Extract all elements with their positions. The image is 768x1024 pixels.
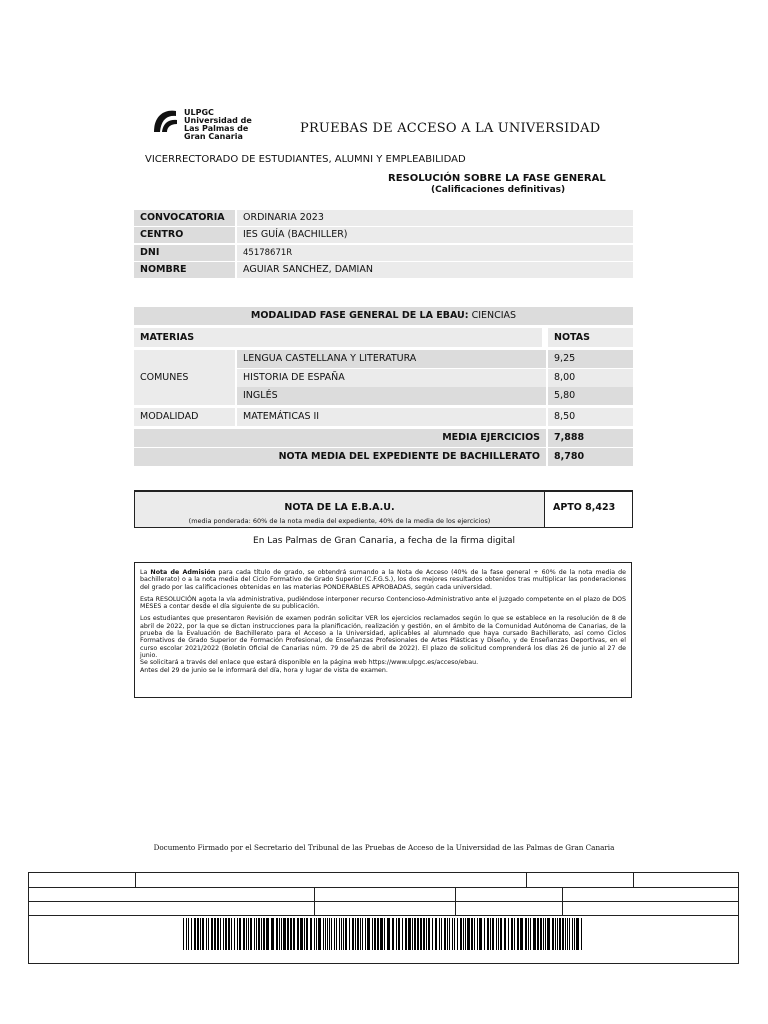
place-date: En Las Palmas de Gran Canaria, a fecha de la firma digital bbox=[253, 536, 515, 546]
subject-row bbox=[134, 387, 633, 405]
student-value: IES GUÍA (BACHILLER) bbox=[237, 227, 633, 243]
subject-grade: 8,50 bbox=[548, 408, 633, 426]
subject-row bbox=[134, 408, 633, 426]
subject-name: LENGUA CASTELLANA Y LITERATURA bbox=[237, 350, 546, 368]
note-admision-bold: Nota de Admisión bbox=[150, 569, 216, 576]
media-ejercicios-row bbox=[134, 429, 633, 447]
note-admision: La Nota de Admisión para cada título de grado, se obtendrá sumando a la Nota de Acceso (40% de la fase general + 60% de la nota media de bachillerato) o a la nota media del Ciclo Formativo de Grado Superior (C.F.G.S.), los dos mejores resultados obtenidos tras multiplicar las ponderaciones del grado por las calificaciones obtenidas en las materias PONDERABLES APROBADAS, según cada universidad. bbox=[140, 569, 627, 591]
subject-name: INGLÉS bbox=[237, 387, 546, 405]
grades-column-headers bbox=[134, 328, 633, 347]
resolution-title: RESOLUCIÓN SOBRE LA FASE GENERAL bbox=[388, 173, 606, 184]
media-label: MEDIA EJERCICIOS bbox=[134, 429, 546, 447]
ebau-title: NOTA DE LA E.B.A.U. bbox=[284, 502, 395, 513]
student-row bbox=[134, 227, 633, 243]
note-recurso: Esta RESOLUCIÓN agota la vía administrativa, pudiéndose interponer recurso Contencioso-Administrativo ante el juzgado competente en el plazo de DOS MESES a contar desde el día siguiente de su publicación. bbox=[140, 595, 626, 611]
subject-name: MATEMÁTICAS II bbox=[237, 408, 546, 426]
barcode-image bbox=[183, 918, 585, 950]
verification-table bbox=[28, 872, 739, 964]
ebau-box bbox=[134, 490, 633, 528]
logo-text-line3: Las Palmas de bbox=[184, 124, 249, 133]
student-row bbox=[134, 210, 633, 226]
ebau-subtitle: (media ponderada: 60% de la nota media del expediente, 40% de la media de los ejercicios) bbox=[188, 517, 491, 525]
barcode-icon bbox=[183, 918, 585, 950]
subject-row bbox=[134, 369, 633, 387]
divider bbox=[455, 887, 456, 915]
modalidad-header bbox=[134, 307, 633, 325]
divider bbox=[314, 887, 315, 915]
subject-name: HISTORIA DE ESPAÑA bbox=[237, 369, 546, 387]
student-value: AGUIAR SANCHEZ, DAMIAN bbox=[237, 262, 633, 278]
logo-text-line2: Universidad de bbox=[184, 116, 252, 125]
divider bbox=[29, 887, 738, 888]
page-title: PRUEBAS DE ACCESO A LA UNIVERSIDAD bbox=[300, 121, 601, 136]
subject-grade: 9,25 bbox=[548, 350, 633, 368]
department-name: VICERRECTORADO DE ESTUDIANTES, ALUMNI Y EMPLEABILIDAD bbox=[145, 154, 466, 165]
divider bbox=[633, 873, 634, 887]
group-comunes: COMUNES bbox=[134, 350, 235, 405]
divider bbox=[135, 873, 136, 887]
expediente-value: 8,780 bbox=[548, 448, 633, 466]
student-row bbox=[134, 245, 633, 261]
media-value: 7,888 bbox=[548, 429, 633, 447]
divider bbox=[526, 873, 527, 887]
col-notas: NOTAS bbox=[548, 328, 633, 347]
divider bbox=[29, 901, 738, 902]
divider bbox=[562, 887, 563, 915]
note-revision: Los estudiantes que presentaron Revisión de examen podrán solicitar VER los ejercicios reclamados según lo que se establece en la resolución de 8 de abril de 2022, por la que se dictan instrucciones para la planificación, realización y gestión, en el ámbito de la Comunidad Autónoma de Canarias, de la prueba de la Evaluación de Bachillerato para el Acceso a la Universidad, aplicables al alumnado que haya cursado Bachillerato, así como Ciclos Formativos de Grado Superior de Formación Profesional, de Enseñanzas Profesionales de Artes Plásticas y Diseño, y de Enseñanzas Deportivas, en el curso escolar 2021/2022 (Boletín Oficial de Canarias núm. 79 de 25 de abril de 2022). El plazo de solicitud comprenderá los días 26 de junio al 27 de junio. bbox=[140, 615, 626, 659]
subject-grade: 5,80 bbox=[548, 387, 633, 405]
student-label: CENTRO bbox=[134, 227, 235, 243]
student-label: DNI bbox=[134, 245, 235, 261]
subject-grade: 8,00 bbox=[548, 369, 633, 387]
resolution-subtitle: (Calificaciones definitivas) bbox=[431, 185, 566, 195]
ebau-title-cell bbox=[135, 492, 545, 527]
student-value: 45178671R bbox=[237, 245, 633, 261]
divider bbox=[29, 915, 738, 916]
student-label: CONVOCATORIA bbox=[134, 210, 235, 226]
note-vista: Antes del 29 de junio se le informará del día, hora y lugar de vista de examen. bbox=[140, 666, 388, 674]
expediente-label: NOTA MEDIA DEL EXPEDIENTE DE BACHILLERATO bbox=[134, 448, 546, 466]
group-modalidad: MODALIDAD bbox=[134, 408, 235, 426]
subject-row bbox=[134, 350, 633, 368]
student-value: ORDINARIA 2023 bbox=[237, 210, 633, 226]
logo-text-ulpgc: ULPGC bbox=[184, 108, 214, 117]
university-logo bbox=[146, 100, 256, 150]
student-row bbox=[134, 262, 633, 278]
student-label: NOMBRE bbox=[134, 262, 235, 278]
modalidad-value: CIENCIAS bbox=[471, 310, 517, 321]
modalidad-label: MODALIDAD FASE GENERAL DE LA EBAU: bbox=[250, 310, 469, 321]
ebau-result: APTO 8,423 bbox=[553, 502, 616, 513]
notes-box bbox=[134, 562, 632, 698]
logo-text-line4: Gran Canaria bbox=[184, 132, 243, 141]
note-enlace: Se solicitará a través del enlace que estará disponible en la página web https://www.ulpgc.es/acceso/ebau. bbox=[140, 659, 479, 667]
signed-by-text: Documento Firmado por el Secretario del Tribunal de las Pruebas de Acceso de la Universidad de las Palmas de Gran Canaria bbox=[153, 843, 615, 852]
ulpgc-emblem-icon bbox=[150, 106, 184, 136]
col-materias: MATERIAS bbox=[134, 328, 542, 347]
expediente-row bbox=[134, 448, 633, 466]
